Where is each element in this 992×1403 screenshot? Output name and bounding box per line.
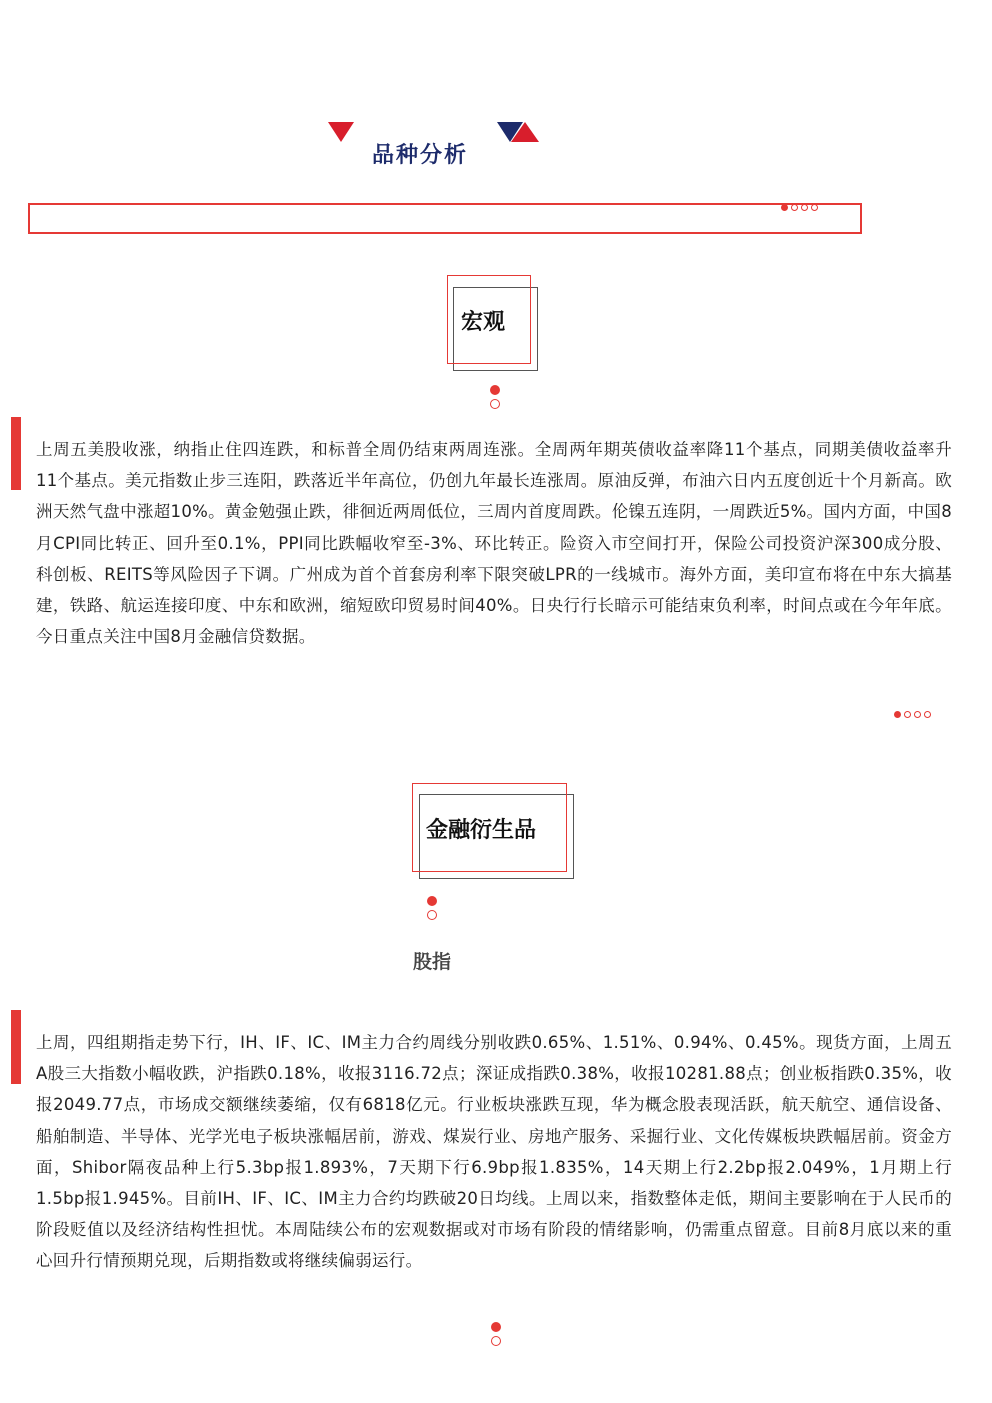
section-title: 品种分析: [372, 143, 469, 168]
stock-index-subheading: 股指: [413, 951, 452, 973]
dot-empty: [924, 711, 931, 718]
footer-dots: [491, 1322, 501, 1346]
navy-red-triangles-icon: [497, 122, 541, 144]
derivatives-paragraph: 上周，四组期指走势下行，IH、IF、IC、IM主力合约周线分别收跌0.65%、1.51%、0.94%、0.45%。现货方面，上周五A股三大指数小幅收跌，沪指跌0.18%，收报3116.72点；深证成指跌0.38%，收报10281.88点；创业板指跌0.35%，收报2049.77点，市场成交额继续萎缩，仅有6818亿元。行业板块涨跌互现，华为概念股表现活跃，航天航空、通信设备、船舶制造、半导体、光学光电子板块涨幅居前，游戏、煤炭行业、房地产服务、采掘行业、文化传媒板块跌幅居前。资金方面，Shibor隔夜品种上行5.3bp报1.893%，7天期下行6.9bp报1.835%，14天期上行2.2bp报2.049%，1月期上行1.5bp报1.945%。目前IH、IF、IC、IM主力合约均跌破20日均线。上周以来，指数整体走低，期间主要影响在于人民币的阶段贬值以及经济结构性担忧。本周陆续公布的宏观数据或对市场有阶段的情绪影响，仍需重点留意。目前8月底以来的重心回升行情预期兑现，后期指数或将继续偏弱运行。: [36, 1033, 952, 1271]
dot-empty: [490, 399, 500, 409]
macro-heading-dots: [490, 385, 500, 409]
derivatives-heading-dots: [427, 896, 437, 920]
derivatives-heading: 金融衍生品: [426, 818, 537, 843]
macro-paragraph: 上周五美股收涨，纳指止住四连跌，和标普全周仍结束两周连涨。全周两年期英债收益率降11个基点，同期美债收益率升11个基点。美元指数止步三连阳，跌落近半年高位，仍创九年最长连涨周。原油反弹，布油六日内五度创近十个月新高。欧洲天然气盘中涨超10%。黄金勉强止跌，徘徊近两周低位，三周内首度周跌。伦镍五连阴，一周跌近5%。国内方面，中国8月CPI同比转正、回升至0.1%，PPI同比跌幅收窄至-3%、环比转正。险资入市空间打开，保险公司投资沪深300成分股、科创板、REITS等风险因子下调。广州成为首个首套房利率下限突破LPR的一线城市。海外方面，美印宣布将在中东大搞基建，铁路、航运连接印度、中东和欧洲，缩短欧印贸易时间40%。日央行行长暗示可能结束负利率，时间点或在今年年底。今日重点关注中国8月金融信贷数据。: [36, 440, 952, 647]
dot-filled: [894, 711, 901, 718]
dot-empty: [801, 204, 808, 211]
dot-filled: [491, 1322, 501, 1332]
dot-empty: [791, 204, 798, 211]
dot-empty: [491, 1336, 501, 1346]
macro-accent-bar: [11, 417, 21, 490]
header-banner: [28, 203, 862, 234]
red-triangle-icon: [328, 122, 356, 144]
derivatives-accent-bar: [11, 1010, 21, 1084]
dot-filled: [490, 385, 500, 395]
dot-empty: [427, 910, 437, 920]
banner-dots: [781, 204, 818, 211]
dot-empty: [914, 711, 921, 718]
dot-filled: [427, 896, 437, 906]
macro-end-dots: [894, 711, 931, 718]
dot-empty: [904, 711, 911, 718]
dot-filled: [781, 204, 788, 211]
macro-heading: 宏观: [461, 310, 506, 335]
dot-empty: [811, 204, 818, 211]
